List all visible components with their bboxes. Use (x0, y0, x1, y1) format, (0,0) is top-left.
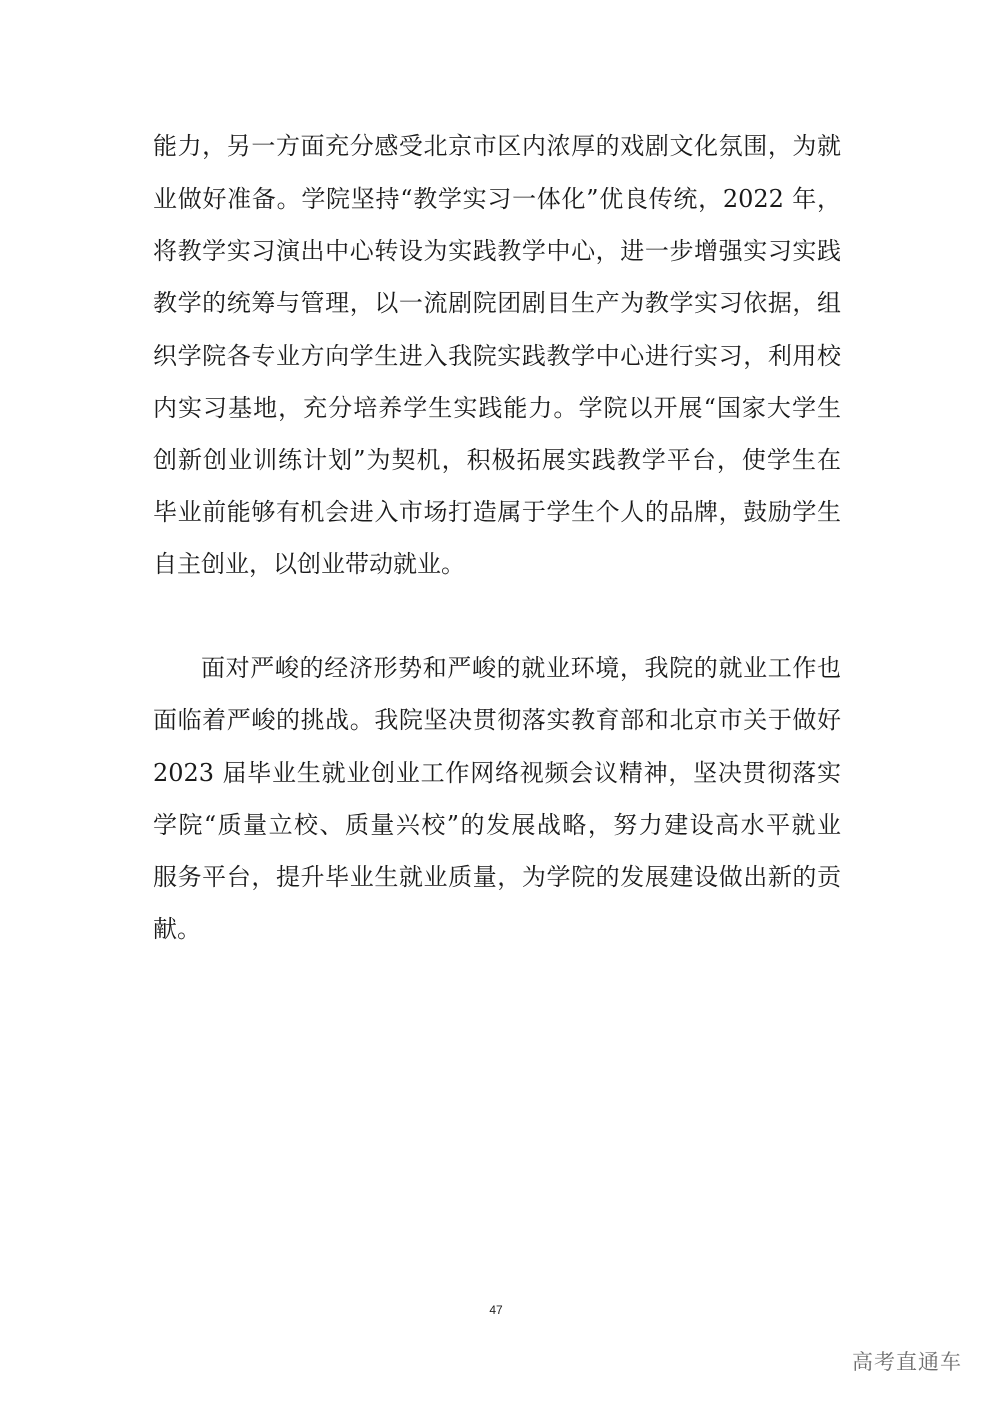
text-line: 业做好准备。学院坚持“教学实习一体化”优良传统，2022 年， (153, 185, 841, 213)
text-line: 织学院各专业方向学生进入我院实践教学中心进行实习，利用校 (153, 342, 841, 370)
text-line: 自主创业，以创业带动就业。 (153, 550, 465, 578)
text-line: 能力，另一方面充分感受北京市区内浓厚的戏剧文化氛围，为就 (153, 132, 841, 160)
text-line: 献。 (153, 915, 201, 943)
text-line: 创新创业训练计划”为契机，积极拓展实践教学平台，使学生在 (153, 446, 841, 474)
text-line: 内实习基地，充分培养学生实践能力。学院以开展“国家大学生 (153, 394, 841, 422)
page-number: 47 (489, 1303, 503, 1317)
text-line: 将教学实习演出中心转设为实践教学中心，进一步增强实习实践 (153, 237, 841, 265)
text-line: 毕业前能够有机会进入市场打造属于学生个人的品牌，鼓励学生 (153, 498, 841, 526)
text-line: 学院“质量立校、质量兴校”的发展战略，努力建设高水平就业 (153, 811, 841, 839)
watermark-text: 高考直通车 (852, 1350, 962, 1374)
text-line: 教学的统筹与管理，以一流剧院团剧目生产为教学实习依据，组 (153, 289, 841, 317)
text-line: 2023 届毕业生就业创业工作网络视频会议精神，坚决贯彻落实 (153, 759, 841, 787)
text-line: 服务平台，提升毕业生就业质量，为学院的发展建设做出新的贡 (153, 863, 841, 891)
text-line: 面临着严峻的挑战。我院坚决贯彻落实教育部和北京市关于做好 (153, 706, 841, 734)
text-line: 面对严峻的经济形势和严峻的就业环境，我院的就业工作也 (201, 654, 841, 682)
